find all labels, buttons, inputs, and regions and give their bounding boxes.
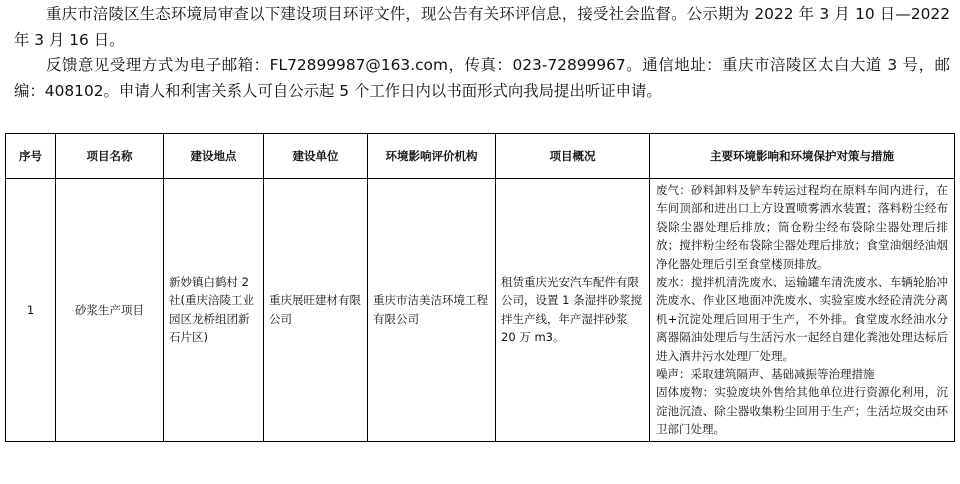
cell-measures — [650, 179, 955, 442]
header-measures: 主要环境影响和环境保护对策与措施 — [650, 134, 955, 179]
cell-no: 1 — [6, 179, 56, 442]
header-eia-agency: 环境影响评价机构 — [368, 134, 496, 179]
header-project-name: 项目名称 — [56, 134, 164, 179]
table-row — [6, 179, 955, 442]
cell-project-name: 砂浆生产项目 — [56, 179, 164, 442]
header-builder: 建设单位 — [264, 134, 368, 179]
measure-exhaust-gas: 废气：砂料卸料及铲车转运过程均在原料车间内进行，在车间顶部和进出口上方设置喷雾洒水装置；落料粉尘经布袋除尘器处理后排放；筒仓粉尘经布袋除尘器处理后排放；搅拌粉尘经布袋除尘器处理后排放；食堂油烟经油烟净化器处理后引至食堂楼顶排放。 — [656, 183, 948, 271]
notice-text — [14, 2, 950, 104]
measure-wastewater: 废水：搅拌机清洗废水、运输罐车清洗废水、车辆轮胎冲洗废水、作业区地面冲洗废水、实验室废水经砼清洗分离机+沉淀处理后回用于生产，不外排。食堂废水经油水分离器隔油处理后与生活污水一起经自建化粪池处理达标后进入酒井污水处理厂处理。 — [656, 275, 948, 363]
cell-builder: 重庆展旺建材有限公司 — [264, 179, 368, 442]
notice-paragraph-2: 反馈意见受理方式为电子邮箱：FL72899987@163.com，传真：023-72899967。通信地址：重庆市涪陵区太白大道 3 号，邮编：408102。申请人和利害关系人可自公示起 5 个工作日内以书面形式向我局提出听证申请。 — [14, 56, 950, 100]
cell-overview: 租赁重庆光安汽车配件有限公司，设置 1 条湿拌砂浆搅拌生产线，年产湿拌砂浆 20 万 m3。 — [496, 179, 650, 442]
notice-paragraph-1: 重庆市涪陵区生态环境局审查以下建设项目环评文件，现公告有关环评信息，接受社会监督。公示期为 2022 年 3 月 10 日—2022 年 3 月 16 日。 — [14, 5, 950, 49]
header-location: 建设地点 — [164, 134, 264, 179]
header-overview: 项目概况 — [496, 134, 650, 179]
cell-eia-agency: 重庆市洁美洁环境工程有限公司 — [368, 179, 496, 442]
cell-location: 新妙镇白鹤村 2 社(重庆涪陵工业园区龙桥组团新石片区) — [164, 179, 264, 442]
measure-solid-waste: 固体废物：实验废块外售给其他单位进行资源化利用，沉淀池沉渣、除尘器收集粉尘回用于生产；生活垃圾交由环卫部门处理。 — [656, 385, 948, 437]
measure-noise: 噪声：采取建筑隔声、基础减振等治理措施 — [656, 367, 875, 382]
eia-table — [5, 133, 955, 442]
table-header-row — [6, 134, 955, 179]
header-no: 序号 — [6, 134, 56, 179]
